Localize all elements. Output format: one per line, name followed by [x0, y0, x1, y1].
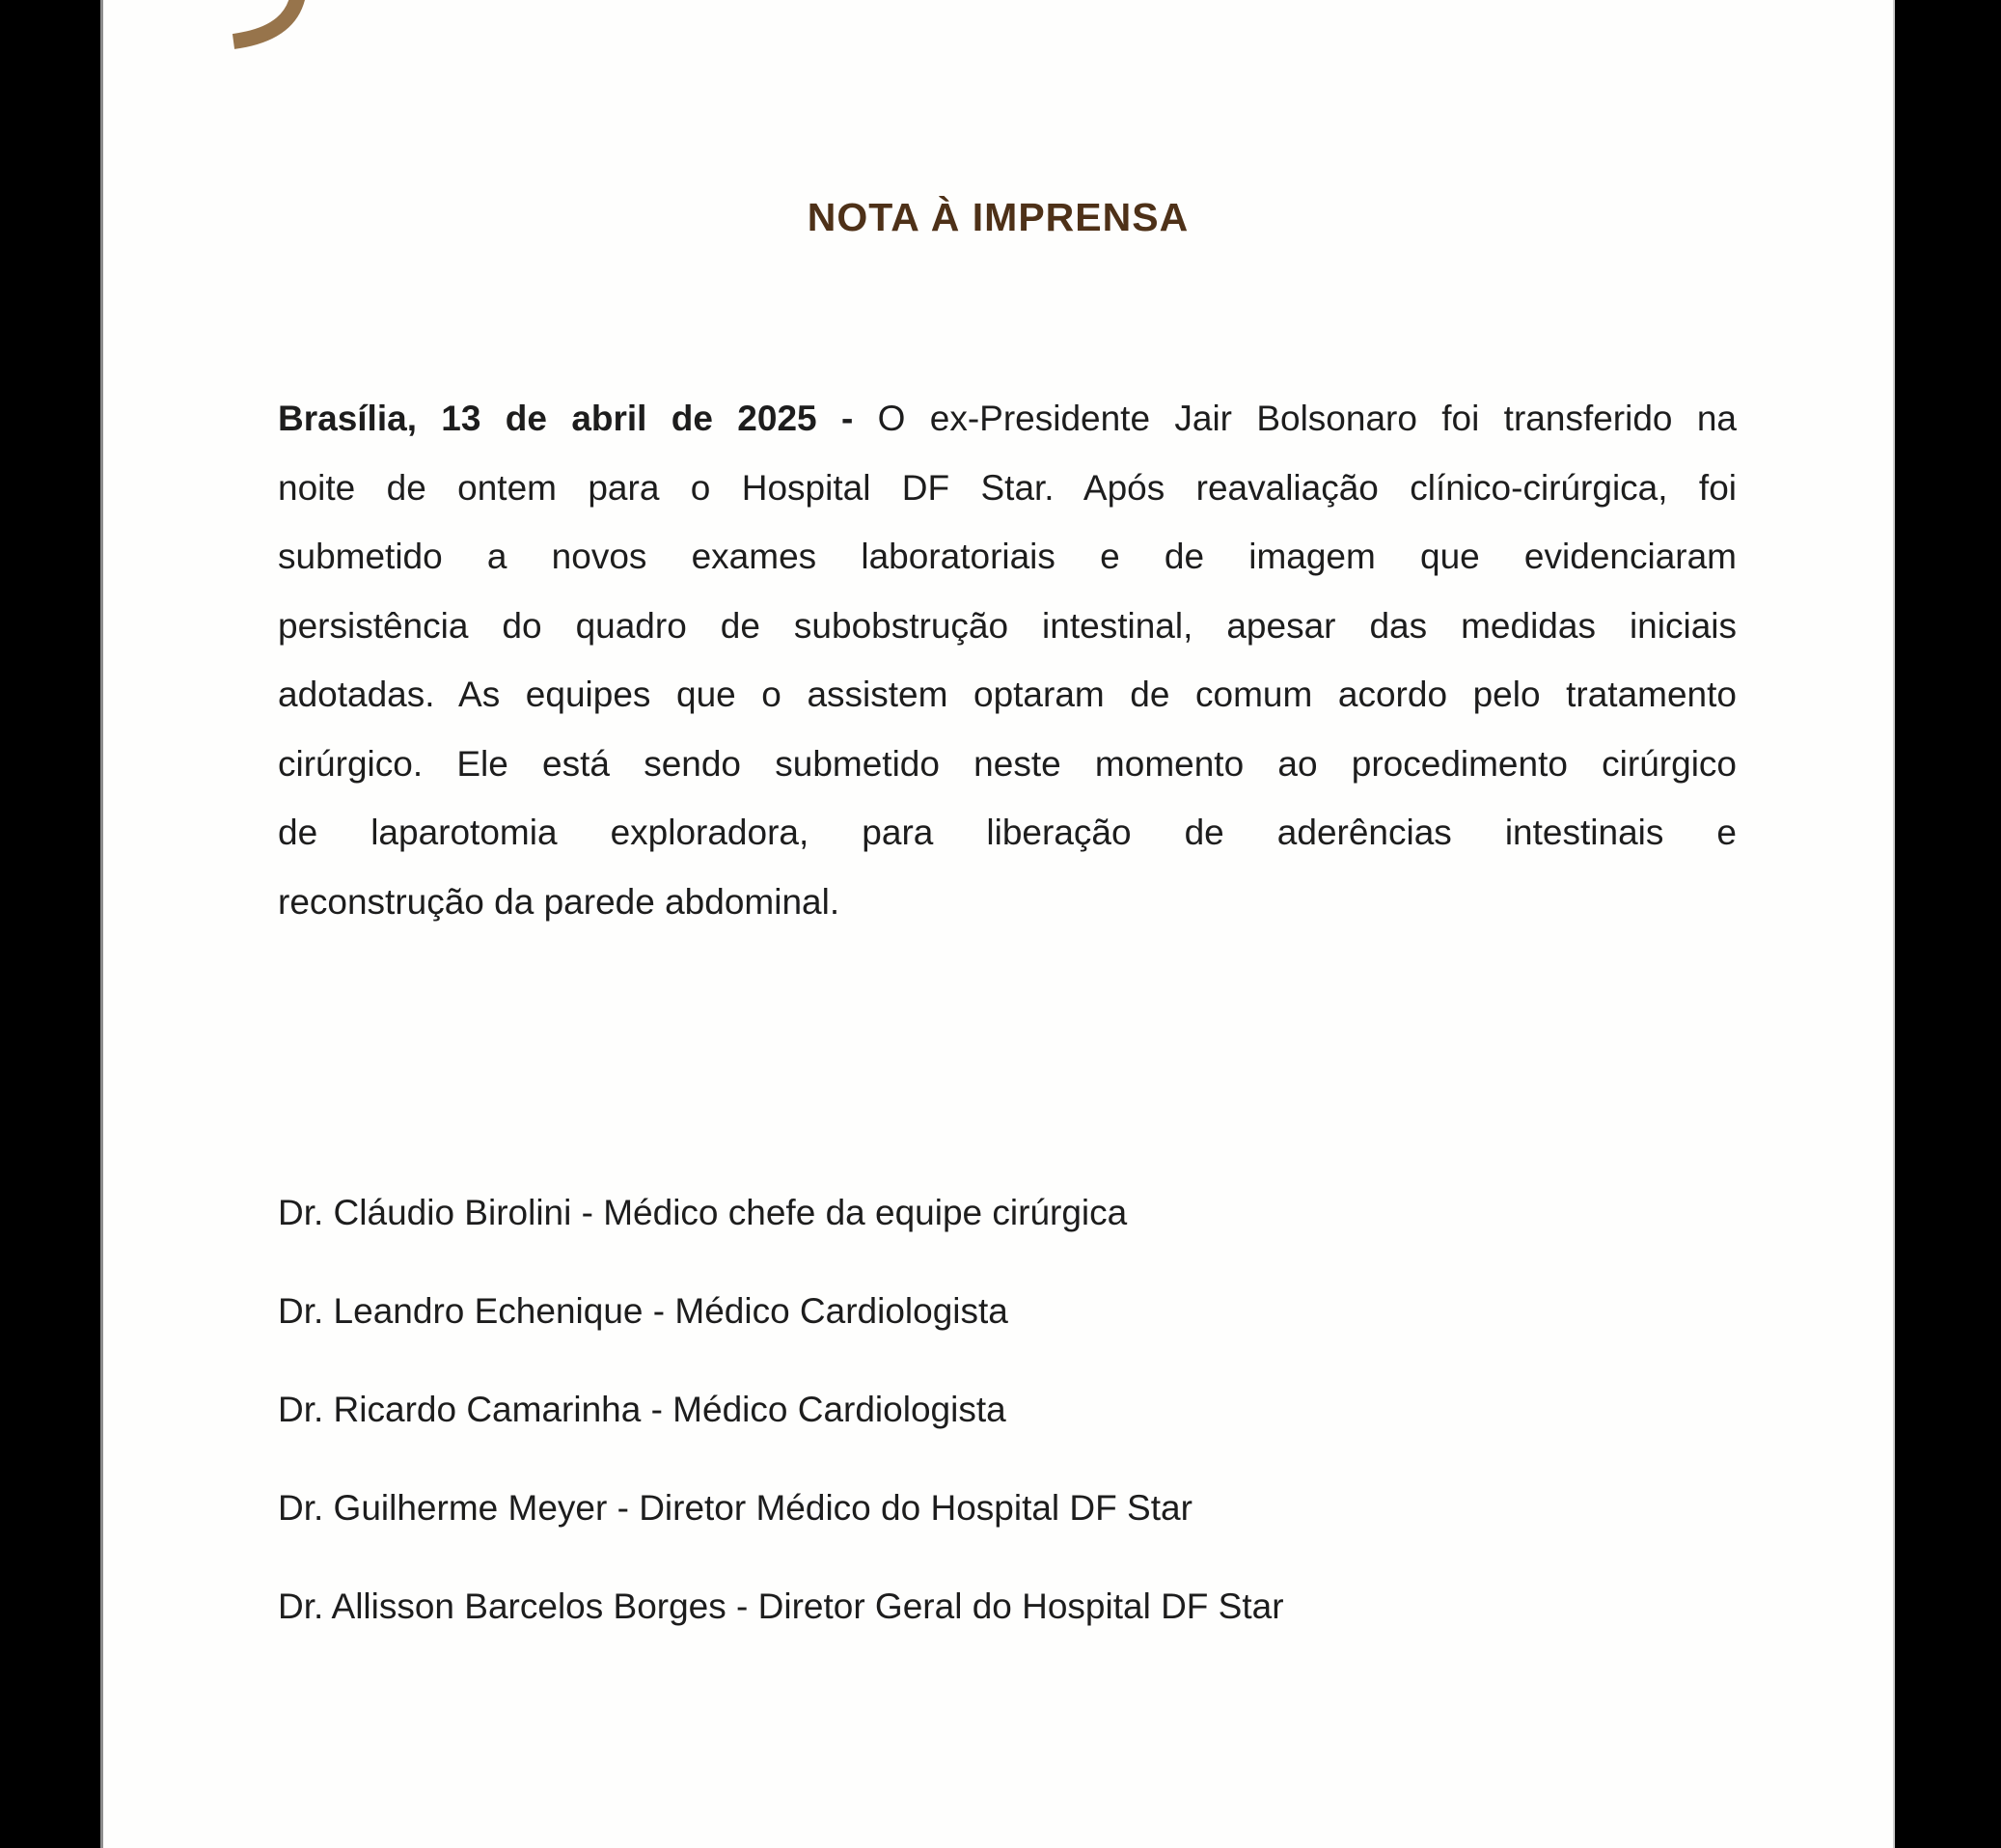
paragraph-line: noite de ontem para o Hospital DF Star. Após reavaliação clínico-cirúrgica, foi — [278, 467, 1737, 508]
signatory-item: Dr. Ricardo Camarinha - Médico Cardiologista — [278, 1390, 1006, 1429]
paragraph-line — [278, 384, 1737, 454]
paragraph-line-text: O ex-Presidente Jair Bolsonaro foi transferido na — [877, 399, 1737, 438]
document-page — [100, 0, 1895, 1848]
paragraph-line: submetido a novos exames laboratoriais e de imagem que evidenciaram — [278, 537, 1737, 576]
signatory-item: Dr. Cláudio Birolini - Médico chefe da equipe cirúrgica — [278, 1193, 1128, 1232]
signatories-list — [278, 1192, 1737, 1684]
paragraph-line: persistência do quadro de subobstrução intestinal, apesar das medidas iniciais — [278, 605, 1737, 646]
paragraph-line: cirúrgico. Ele está sendo submetido neste momento ao procedimento cirúrgico — [278, 743, 1737, 784]
paragraph-line: adotadas. As equipes que o assistem optaram de comum acordo pelo tratamento — [278, 675, 1737, 714]
brand-swoosh-icon — [229, 0, 306, 56]
dateline-bold: Brasília, 13 de abril de 2025 - — [278, 399, 854, 438]
signatory-item: Dr. Allisson Barcelos Borges - Diretor Geral do Hospital DF Star — [278, 1586, 1284, 1626]
paragraph-line: reconstrução da parede abdominal. — [278, 881, 840, 922]
signatory-item: Dr. Guilherme Meyer - Diretor Médico do Hospital DF Star — [278, 1488, 1192, 1528]
page-title: NOTA À IMPRENSA — [807, 195, 1190, 239]
signatory-item: Dr. Leandro Echenique - Médico Cardiologista — [278, 1291, 1008, 1331]
press-note-paragraph — [278, 384, 1737, 936]
paragraph-line: de laparotomia exploradora, para liberação de aderências intestinais e — [278, 813, 1737, 852]
